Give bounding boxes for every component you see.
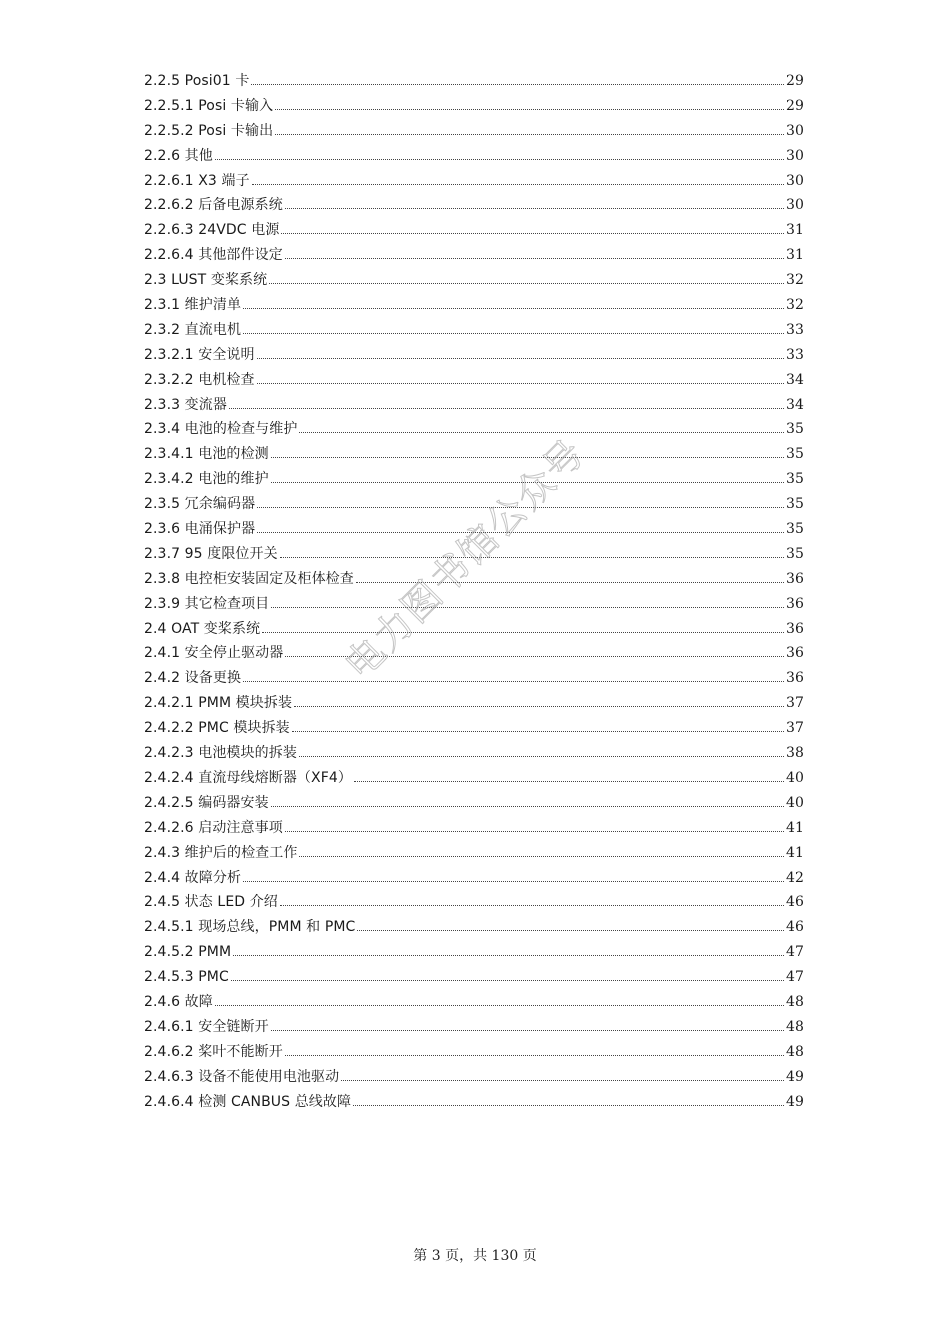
toc-dot-leader [354, 780, 784, 782]
toc-entry-title: 2.4.2.4 直流母线熔断器（XF4） [144, 769, 352, 786]
toc-entry-title: 2.2.6.3 24VDC 电源 [144, 222, 280, 239]
toc-entry[interactable] [144, 567, 804, 592]
toc-entry-title: 2.2.6.4 其他部件设定 [144, 247, 283, 264]
toc-entry[interactable] [144, 1040, 804, 1065]
toc-entry-page-number: 38 [785, 745, 804, 762]
toc-entry-title: 2.3.3 变流器 [144, 396, 227, 413]
toc-entry-page-number: 32 [785, 297, 804, 314]
toc-entry-page-number: 36 [785, 570, 804, 587]
toc-dot-leader [299, 431, 784, 433]
toc-dot-leader [271, 805, 784, 807]
toc-entry-page-number: 31 [785, 222, 804, 239]
toc-dot-leader [243, 307, 784, 309]
toc-entry-title: 2.3 LUST 变桨系统 [144, 272, 268, 289]
toc-entry[interactable] [144, 791, 804, 816]
toc-entry-title: 2.3.5 冗余编码器 [144, 496, 256, 513]
toc-dot-leader [299, 755, 784, 757]
toc-entry-page-number: 30 [785, 197, 804, 214]
toc-dot-leader [251, 83, 784, 85]
toc-dot-leader [271, 456, 784, 458]
toc-dot-leader [252, 183, 784, 185]
toc-dot-leader [285, 257, 784, 259]
toc-entry-page-number: 31 [785, 247, 804, 264]
toc-entry-title: 2.4.6.4 检测 CANBUS 总线故障 [144, 1093, 352, 1110]
toc-entry[interactable] [144, 890, 804, 915]
toc-entry-page-number: 29 [785, 73, 804, 89]
toc-entry-title: 2.2.5.2 Posi 卡输出 [144, 122, 274, 139]
toc-dot-leader [257, 382, 784, 384]
toc-entry-title: 2.3.2.2 电机检查 [144, 371, 255, 388]
toc-dot-leader [341, 1079, 784, 1081]
table-of-contents [144, 69, 804, 1114]
toc-dot-leader [294, 705, 784, 707]
toc-entry[interactable] [144, 368, 804, 393]
toc-entry-page-number: 46 [785, 894, 804, 911]
toc-entry-title: 2.3.1 维护清单 [144, 297, 242, 314]
watermark: 电力图书馆公众号 [336, 430, 594, 688]
toc-entry-page-number: 40 [785, 794, 804, 811]
toc-dot-leader [243, 332, 784, 334]
toc-entry-page-number: 34 [785, 396, 804, 413]
toc-entry-title: 2.4 OAT 变桨系统 [144, 620, 261, 637]
toc-entry-page-number: 42 [785, 869, 804, 886]
toc-entry-title: 2.3.4.2 电池的维护 [144, 471, 269, 488]
toc-entry-page-number: 34 [785, 371, 804, 388]
toc-entry-title: 2.4.2.2 PMC 模块拆装 [144, 720, 290, 737]
toc-entry[interactable] [144, 1015, 804, 1040]
toc-entry[interactable] [144, 94, 804, 119]
page-footer: 第 3 页，共 130 页 [413, 1248, 537, 1264]
toc-entry-page-number: 35 [785, 545, 804, 562]
toc-entry[interactable] [144, 69, 804, 94]
toc-dot-leader [215, 1004, 784, 1006]
toc-dot-leader [299, 855, 784, 857]
toc-entry[interactable] [144, 467, 804, 492]
toc-entry-title: 2.3.7 95 度限位开关 [144, 545, 278, 562]
toc-entry[interactable] [144, 119, 804, 144]
toc-entry-page-number: 48 [785, 1043, 804, 1060]
toc-dot-leader [285, 655, 784, 657]
toc-entry-title: 2.3.6 电涌保护器 [144, 521, 256, 538]
toc-entry[interactable] [144, 990, 804, 1015]
toc-dot-leader [243, 880, 784, 882]
toc-entry-page-number: 35 [785, 496, 804, 513]
toc-entry-title: 2.2.5 Posi01 卡 [144, 73, 250, 89]
toc-dot-leader [357, 929, 784, 931]
toc-entry-title: 2.2.6 其他 [144, 147, 213, 164]
toc-dot-leader [285, 207, 784, 209]
toc-entry[interactable] [144, 1065, 804, 1090]
toc-entry-page-number: 33 [785, 346, 804, 363]
toc-entry[interactable] [144, 268, 804, 293]
toc-entry[interactable] [144, 169, 804, 194]
toc-entry[interactable] [144, 442, 804, 467]
toc-dot-leader [285, 830, 784, 832]
toc-entry-page-number: 30 [785, 147, 804, 164]
toc-entry-page-number: 47 [785, 969, 804, 986]
toc-entry-title: 2.4.2.5 编码器安装 [144, 794, 269, 811]
toc-entry[interactable] [144, 1090, 804, 1115]
toc-dot-leader [285, 1054, 784, 1056]
toc-entry-page-number: 37 [785, 695, 804, 712]
toc-dot-leader [281, 232, 784, 234]
toc-dot-leader [269, 282, 784, 284]
toc-entry-title: 2.4.6.3 设备不能使用电池驱动 [144, 1068, 340, 1085]
toc-dot-leader [292, 730, 784, 732]
toc-entry-title: 2.4.5.1 现场总线，PMM 和 PMC [144, 919, 356, 936]
toc-entry-title: 2.2.5.1 Posi 卡输入 [144, 97, 274, 114]
toc-entry[interactable] [144, 617, 804, 642]
toc-dot-leader [229, 407, 784, 409]
toc-entry-page-number: 49 [785, 1068, 804, 1085]
toc-entry-page-number: 36 [785, 670, 804, 687]
toc-entry[interactable] [144, 417, 804, 442]
toc-entry[interactable] [144, 193, 804, 218]
toc-entry-title: 2.4.2.6 启动注意事项 [144, 819, 283, 836]
toc-dot-leader [353, 1104, 784, 1106]
toc-entry[interactable] [144, 393, 804, 418]
toc-entry[interactable] [144, 144, 804, 169]
toc-entry-page-number: 40 [785, 769, 804, 786]
toc-dot-leader [257, 531, 784, 533]
toc-dot-leader [275, 108, 784, 110]
toc-dot-leader [271, 481, 784, 483]
toc-entry-title: 2.3.2 直流电机 [144, 321, 242, 338]
toc-dot-leader [233, 954, 784, 956]
toc-entry[interactable] [144, 965, 804, 990]
toc-entry-title: 2.3.8 电控柜安装固定及柜体检查 [144, 570, 354, 587]
toc-entry-page-number: 46 [785, 919, 804, 936]
toc-entry-title: 2.4.5.3 PMC [144, 969, 229, 986]
toc-dot-leader [280, 556, 784, 558]
toc-entry-page-number: 36 [785, 595, 804, 612]
toc-entry-page-number: 35 [785, 446, 804, 463]
toc-entry[interactable] [144, 691, 804, 716]
toc-entry-title: 2.4.1 安全停止驱动器 [144, 645, 284, 662]
toc-entry-title: 2.4.2.1 PMM 模块拆装 [144, 695, 293, 712]
toc-entry-title: 2.4.2.3 电池模块的拆装 [144, 745, 297, 762]
toc-entry[interactable] [144, 940, 804, 965]
toc-entry-title: 2.4.2 设备更换 [144, 670, 242, 687]
toc-entry[interactable] [144, 293, 804, 318]
toc-entry[interactable] [144, 517, 804, 542]
toc-entry-title: 2.4.5 状态 LED 介绍 [144, 894, 278, 911]
toc-entry-title: 2.4.6.2 桨叶不能断开 [144, 1043, 283, 1060]
toc-entry-page-number: 48 [785, 993, 804, 1010]
toc-entry-title: 2.3.9 其它检查项目 [144, 595, 270, 612]
toc-entry[interactable] [144, 592, 804, 617]
toc-entry-page-number: 32 [785, 272, 804, 289]
toc-entry-title: 2.4.6.1 安全链断开 [144, 1018, 269, 1035]
toc-entry-page-number: 29 [785, 97, 804, 114]
toc-dot-leader [231, 979, 784, 981]
toc-entry[interactable] [144, 641, 804, 666]
toc-entry-page-number: 41 [785, 844, 804, 861]
toc-dot-leader [280, 904, 784, 906]
toc-dot-leader [243, 680, 784, 682]
toc-entry[interactable] [144, 318, 804, 343]
toc-entry-title: 2.4.6 故障 [144, 993, 213, 1010]
toc-entry-page-number: 48 [785, 1018, 804, 1035]
toc-entry-title: 2.2.6.2 后备电源系统 [144, 197, 283, 214]
toc-entry[interactable] [144, 218, 804, 243]
toc-dot-leader [262, 631, 784, 633]
toc-entry-title: 2.4.3 维护后的检查工作 [144, 844, 298, 861]
toc-entry[interactable] [144, 915, 804, 940]
toc-entry-title: 2.3.4.1 电池的检测 [144, 446, 269, 463]
toc-dot-leader [257, 357, 784, 359]
toc-entry[interactable] [144, 816, 804, 841]
toc-dot-leader [275, 133, 784, 135]
toc-entry-page-number: 30 [785, 122, 804, 139]
toc-dot-leader [257, 506, 784, 508]
toc-dot-leader [271, 1029, 784, 1031]
toc-entry-page-number: 37 [785, 720, 804, 737]
toc-entry-page-number: 36 [785, 645, 804, 662]
toc-entry-page-number: 47 [785, 944, 804, 961]
toc-entry[interactable] [144, 841, 804, 866]
toc-entry-page-number: 35 [785, 521, 804, 538]
toc-entry[interactable] [144, 716, 804, 741]
toc-entry-title: 2.3.4 电池的检查与维护 [144, 421, 298, 438]
toc-entry-title: 2.4.4 故障分析 [144, 869, 242, 886]
toc-entry[interactable] [144, 243, 804, 268]
toc-entry-page-number: 33 [785, 321, 804, 338]
toc-entry-title: 2.3.2.1 安全说明 [144, 346, 255, 363]
toc-entry-page-number: 36 [785, 620, 804, 637]
toc-entry[interactable] [144, 343, 804, 368]
toc-dot-leader [215, 158, 784, 160]
toc-entry[interactable] [144, 492, 804, 517]
toc-entry-page-number: 41 [785, 819, 804, 836]
toc-entry[interactable] [144, 741, 804, 766]
toc-entry[interactable] [144, 766, 804, 791]
toc-entry-page-number: 49 [785, 1093, 804, 1110]
toc-entry[interactable] [144, 542, 804, 567]
toc-entry[interactable] [144, 666, 804, 691]
toc-entry[interactable] [144, 866, 804, 891]
toc-entry-page-number: 30 [785, 172, 804, 189]
toc-entry-page-number: 35 [785, 471, 804, 488]
toc-entry-title: 2.2.6.1 X3 端子 [144, 172, 250, 189]
toc-entry-title: 2.4.5.2 PMM [144, 944, 232, 961]
toc-dot-leader [271, 606, 784, 608]
toc-entry-page-number: 35 [785, 421, 804, 438]
toc-dot-leader [356, 581, 784, 583]
